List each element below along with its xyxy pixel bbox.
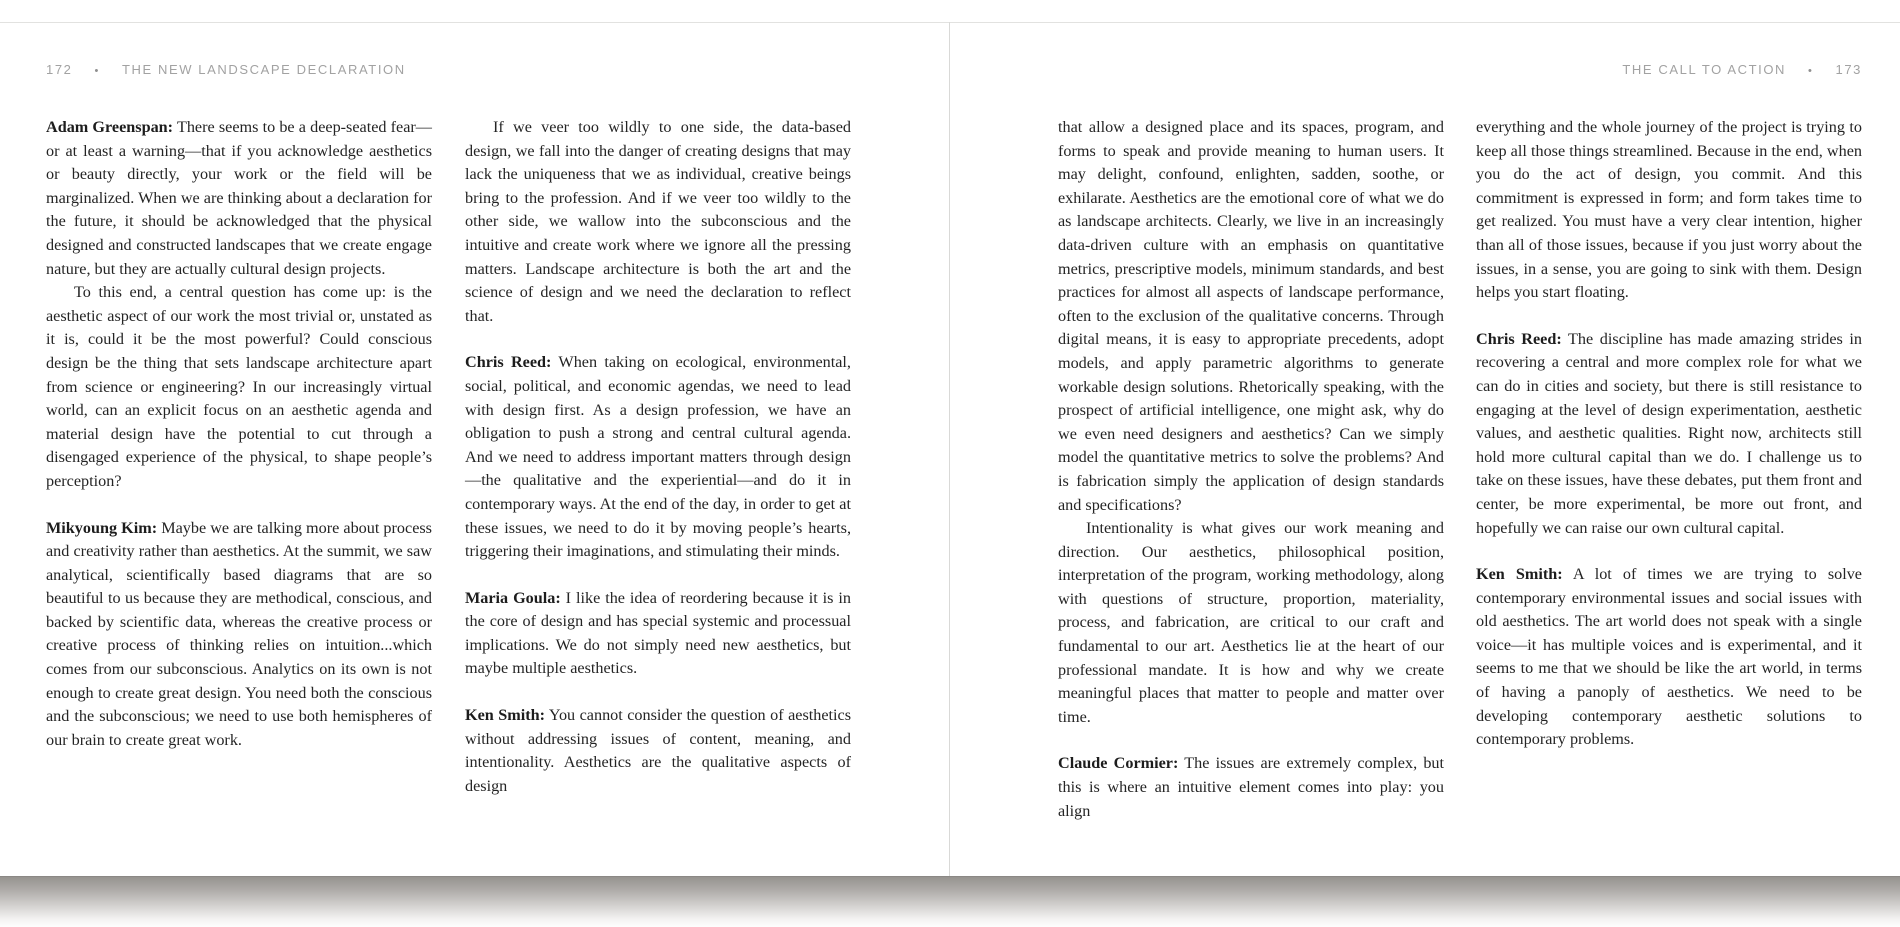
page-gutter-line xyxy=(949,22,950,876)
right-running-title: THE CALL TO ACTION xyxy=(1622,62,1787,77)
paragraph: everything and the whole journey of the project is trying to keep all those things streamlined. Because in the end, when you do the act of design, you commit. And this commitment is expressed in form; and form takes time to get realized. You must have a very clear intention, higher than all of those issues, because if you just worry about the issues, in a sense, you are going to sink with them. Design helps you start floating. xyxy=(1476,118,1862,302)
paragraph: Maria Goula: I like the idea of reordering because it is in the core of design and has special systemic and processual implications. We do not simply need new aesthetics, but maybe multiple aesthetics. xyxy=(465,588,851,678)
text-column-left-1 xyxy=(46,116,432,752)
paragraph: Ken Smith: You cannot consider the question of aesthetics without addressing issues of content, meaning, and intentionality. Aesthetics are the qualitative aspects of design xyxy=(465,706,851,795)
paragraph: Claude Cormier: The issues are extremely complex, but this is where an intuitive element comes into play: you align xyxy=(1058,754,1444,820)
page-bottom-shadow xyxy=(0,876,1900,927)
text-column-right-2 xyxy=(1476,116,1862,752)
speaker-name: Chris Reed: xyxy=(465,353,552,372)
paragraph: Adam Greenspan: There seems to be a deep-seated fear—or at least a warning—that if you acknowledge aesthetics or beauty directly, your work or the field will be marginalized. When we are thinking about a declaration for the future, it should be acknowledged that the physical designed and constructed landscapes that we create engage nature, but they are actually cultural design projects. xyxy=(46,118,432,278)
left-page-header xyxy=(46,62,406,77)
speaker-name: Chris Reed: xyxy=(1476,329,1562,348)
speaker-name: Maria Goula: xyxy=(465,588,561,607)
paragraph: Ken Smith: A lot of times we are trying to solve contemporary environmental issues and social issues with old aesthetics. The art world does not speak with a single voice—it has multiple voices and is experimental, and it seems to me that we should be like the art world, in terms of having a panoply of aesthetics. We need to be developing contemporary aesthetic solutions to contemporary problems. xyxy=(1476,565,1862,749)
paragraph: If we veer too wildly to one side, the data-based design, we fall into the danger of creating designs that may lack the uniqueness that we as individual, creative beings bring to the profession. And if we veer too wildly to the other side, we wallow into the subconscious and the intuitive and create work where we ignore all the pressing matters. Landscape architecture is both the art and the science of design and we need the declaration to reflect that. xyxy=(465,118,851,325)
right-page-header xyxy=(1622,62,1862,77)
right-page-number: 173 xyxy=(1835,62,1862,77)
header-separator-dot: • xyxy=(94,65,100,77)
left-running-title: THE NEW LANDSCAPE DECLARATION xyxy=(121,62,406,77)
text-column-right-1 xyxy=(1058,116,1444,823)
speaker-name: Adam Greenspan: xyxy=(46,118,174,136)
speaker-name: Ken Smith: xyxy=(465,706,546,725)
header-separator-dot: • xyxy=(1808,65,1814,77)
paragraph: Chris Reed: When taking on ecological, environmental, social, political, and economic agendas, we need to lead with design first. As a design profession, we have an obligation to push a strong and central cultural agenda. And we need to address important matters through design—the qualitative and the experiential—and do it in contemporary ways. At the end of the day, in order to get at these issues, we need to do it by moving people’s hearts, triggering their imaginations, and stimulating their minds. xyxy=(465,353,851,561)
left-page-number: 172 xyxy=(46,62,73,77)
paragraph: Intentionality is what gives our work meaning and direction. Our aesthetics, philosophical position, interpretation of the program, working methodology, along with questions of structure, proportion, materiality, process, and fabrication, are critical to our craft and fundamental to our art. Aesthetics lie at the heart of our professional mandate. It is how and why we create meaningful places that matter to people and matter over time. xyxy=(1058,519,1444,726)
page-top-edge-line xyxy=(0,22,1900,23)
paragraph: Chris Reed: The discipline has made amazing strides in recovering a central and more complex role for what we can do in cities and society, but there is still resistance to engaging at the level of design experimentation, aesthetic values, and aesthetic qualities. Right now, architects still hold more cultural capital than we do. I challenge us to take on these issues, have these debates, put them front and center, be more experimental, be more out front, and hopefully we can raise our own cultural capital. xyxy=(1476,329,1862,537)
paragraph: Mikyoung Kim: Maybe we are talking more about process and creativity rather than aesthetics. At the summit, we saw analytical, scientifically based diagrams that are so beautiful to us because they are methodical, conscious, and backed by scientific data, whereas the creative process or creative process of thinking relies on intuition...which comes from our subconscious. Analytics on its own is not enough to create great design. You need both the conscious and the subconscious; we need to use both hemispheres of our brain to create great work. xyxy=(46,518,432,749)
speaker-name: Mikyoung Kim: xyxy=(46,518,158,537)
paragraph: To this end, a central question has come up: is the aesthetic aspect of our work the most trivial or, unstated as it is, could it be the most powerful? Could conscious design be the thing that sets landscape architecture apart from science or engineering? In our increasingly virtual world, can an explicit focus on an aesthetic agenda and material design have the potential to cut through a disengaged experience of the physical, to shape people’s perception? xyxy=(46,283,432,490)
paragraph: that allow a designed place and its spaces, program, and forms to speak and provide meaning to human users. It may delight, confound, enlighten, sadden, soothe, or exhilarate. Aesthetics are the emotional core of what we do as landscape architects. Clearly, we live in an increasingly data-driven culture with an emphasis on quantitative metrics, prescriptive models, minimum standards, and best practices for almost all aspects of landscape performance, often to the exclusion of the qualitative concerns. Through digital means, it is easy to appropriate precedents, adopt models, and apply parametric algorithms to generate workable design solutions. Rhetorically speaking, with the prospect of artificial intelligence, one might ask, why do we even need designers and aesthetics? Can we simply model the quantitative metrics to solve the problems? And is fabrication simply the application of design standards and specifications? xyxy=(1058,118,1444,514)
text-column-left-2 xyxy=(465,116,851,798)
speaker-name: Ken Smith: xyxy=(1476,565,1563,584)
speaker-name: Claude Cormier: xyxy=(1058,754,1179,773)
